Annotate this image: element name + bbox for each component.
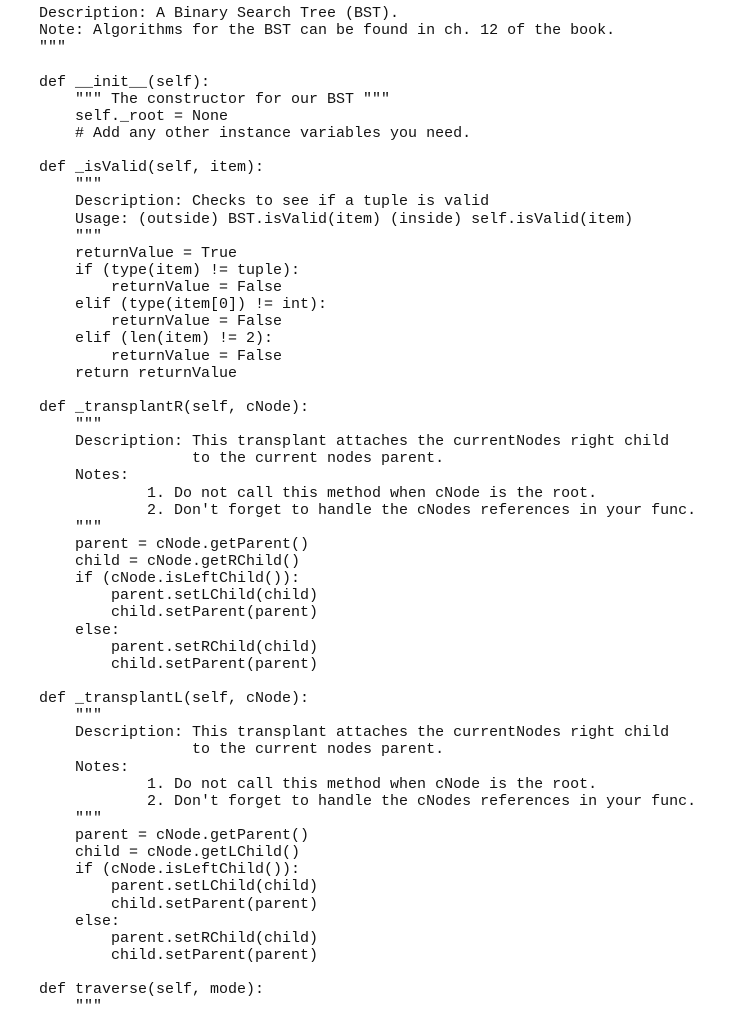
code-line: returnValue = True [39, 244, 238, 262]
code-line: child.setParent(parent) [39, 604, 319, 622]
code-line [39, 964, 696, 981]
code-line: child = cNode.getLChild() [39, 844, 301, 862]
code-line: def _transplantR(self, cNode): [39, 398, 310, 416]
code-listing [39, 5, 696, 1015]
code-line [39, 142, 696, 159]
code-line: returnValue = False [39, 347, 283, 365]
code-line: Note: Algorithms for the BST can be found in ch. 12 of the book. [39, 22, 616, 40]
code-line: """ [39, 998, 103, 1016]
code-line: 1. Do not call this method when cNode is the root. [39, 775, 598, 793]
code-line: def _transplantL(self, cNode): [39, 690, 310, 707]
code-line: parent = cNode.getParent() [39, 827, 310, 844]
code-line: def __init__(self): [39, 73, 211, 91]
code-line: child = cNode.getRChild() [39, 553, 301, 570]
code-line: """ [39, 416, 103, 433]
code-line: to the current nodes parent. [39, 741, 445, 759]
code-line: parent = cNode.getParent() [39, 535, 310, 553]
code-line: Description: This transplant attaches the currentNodes right child [39, 724, 670, 742]
code-line: parent.setLChild(child) [39, 878, 319, 896]
code-line: if (cNode.isLeftChild()): [39, 861, 301, 879]
code-line: parent.setLChild(child) [39, 587, 319, 605]
code-line: returnValue = False [39, 313, 283, 331]
code-line: 2. Don't forget to handle the cNodes references in your func. [39, 501, 697, 519]
code-line: child.setParent(parent) [39, 655, 319, 673]
code-line: parent.setRChild(child) [39, 638, 319, 656]
code-line: else: [39, 912, 121, 930]
code-line: child.setParent(parent) [39, 895, 319, 913]
code-line: Usage: (outside) BST.isValid(item) (inside) self.isValid(item) [39, 210, 634, 228]
code-line: to the current nodes parent. [39, 450, 445, 468]
code-line: """ [39, 176, 103, 194]
code-line: """ [39, 809, 103, 827]
code-line: """ The constructor for our BST """ [39, 90, 391, 108]
code-line: def _isValid(self, item): [39, 159, 265, 177]
code-line: # Add any other instance variables you need. [39, 124, 472, 142]
code-line: Notes: [39, 758, 130, 776]
code-line: else: [39, 621, 121, 639]
code-line [39, 382, 696, 399]
code-line: Description: Checks to see if a tuple is valid [39, 193, 490, 211]
code-line: elif (len(item) != 2): [39, 330, 274, 348]
code-line: """ [39, 707, 103, 725]
code-line: def traverse(self, mode): [39, 981, 265, 999]
code-line: Notes: [39, 467, 130, 485]
code-line: Description: A Binary Search Tree (BST). [39, 5, 400, 22]
code-line: if (type(item) != tuple): [39, 261, 301, 279]
code-line: self._root = None [39, 107, 229, 125]
code-line: elif (type(item[0]) != int): [39, 296, 328, 314]
code-line: """ [39, 518, 103, 536]
code-line: child.setParent(parent) [39, 946, 319, 964]
code-line: parent.setRChild(child) [39, 929, 319, 947]
code-line: """ [39, 227, 103, 245]
code-line: 1. Do not call this method when cNode is the root. [39, 484, 598, 502]
code-line: 2. Don't forget to handle the cNodes references in your func. [39, 792, 697, 810]
code-line: """ [39, 39, 67, 57]
code-line [39, 673, 696, 690]
code-line: Description: This transplant attaches the currentNodes right child [39, 433, 670, 451]
code-line: if (cNode.isLeftChild()): [39, 570, 301, 588]
code-line: returnValue = False [39, 279, 283, 296]
code-line: return returnValue [39, 364, 238, 382]
code-line [39, 56, 696, 73]
